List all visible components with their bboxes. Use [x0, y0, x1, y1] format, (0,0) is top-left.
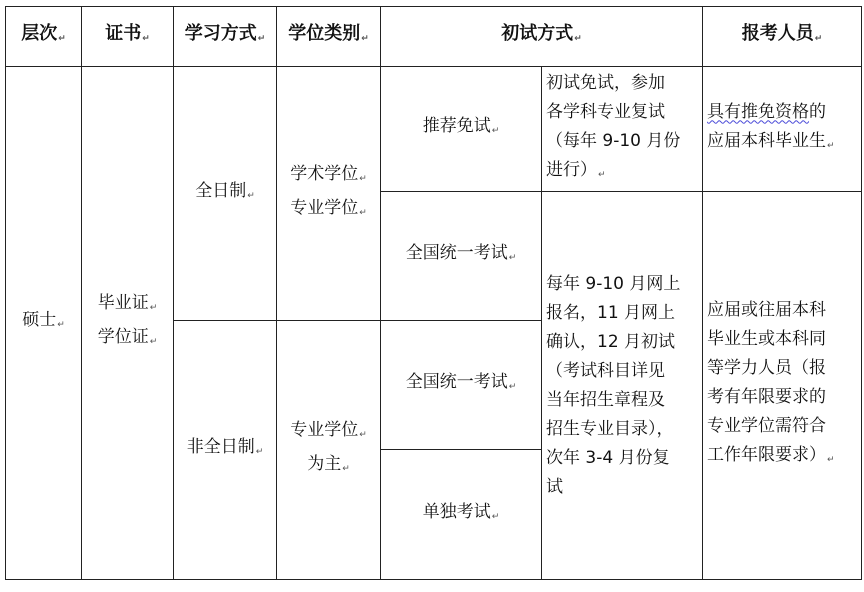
level-cell: 硕士↵	[6, 67, 82, 580]
exam-type-recommend: 推荐免试↵	[381, 67, 542, 192]
exam-method-recommend: 初试免试，参加 各学科专业复试 （每年 9-10 月份 进行）↵	[542, 67, 703, 192]
fulltime-degree-cell: 学术学位↵ 专业学位↵	[277, 67, 381, 321]
header-applicants: 报考人员↵	[703, 7, 862, 67]
parttime-mode-cell: 非全日制↵	[174, 321, 277, 580]
header-study-mode: 学习方式↵	[174, 7, 277, 67]
header-level: 层次↵	[6, 7, 82, 67]
applicants-national: 应届或往届本科 毕业生或本科同 等学力人员（报 考有年限要求的 专业学位需符合 工作年限要求）↵	[703, 192, 862, 580]
admission-table	[5, 6, 862, 580]
header-degree-type: 学位类别↵	[277, 7, 381, 67]
certificate-cell: 毕业证↵ 学位证↵	[82, 67, 174, 580]
table-row	[6, 67, 862, 192]
header-row	[6, 7, 862, 67]
fulltime-mode-cell: 全日制↵	[174, 67, 277, 321]
parttime-degree-cell: 专业学位↵ 为主↵	[277, 321, 381, 580]
exam-type-national-2: 全国统一考试↵	[381, 321, 542, 450]
exam-type-national-1: 全国统一考试↵	[381, 192, 542, 321]
exam-method-national: 每年 9-10 月网上 报名，11 月网上 确认，12 月初试 （考试科目详见 当年招生章程及 招生专业目录）， 次年 3-4 月份复 试	[542, 192, 703, 580]
spell-check-underline: 具有推免资格	[707, 101, 810, 122]
header-exam-method: 初试方式↵	[381, 7, 703, 67]
exam-type-independent: 单独考试↵	[381, 450, 542, 580]
applicants-recommend: 具有推免资格的 应届本科毕业生↵	[703, 67, 862, 192]
header-certificate: 证书↵	[82, 7, 174, 67]
